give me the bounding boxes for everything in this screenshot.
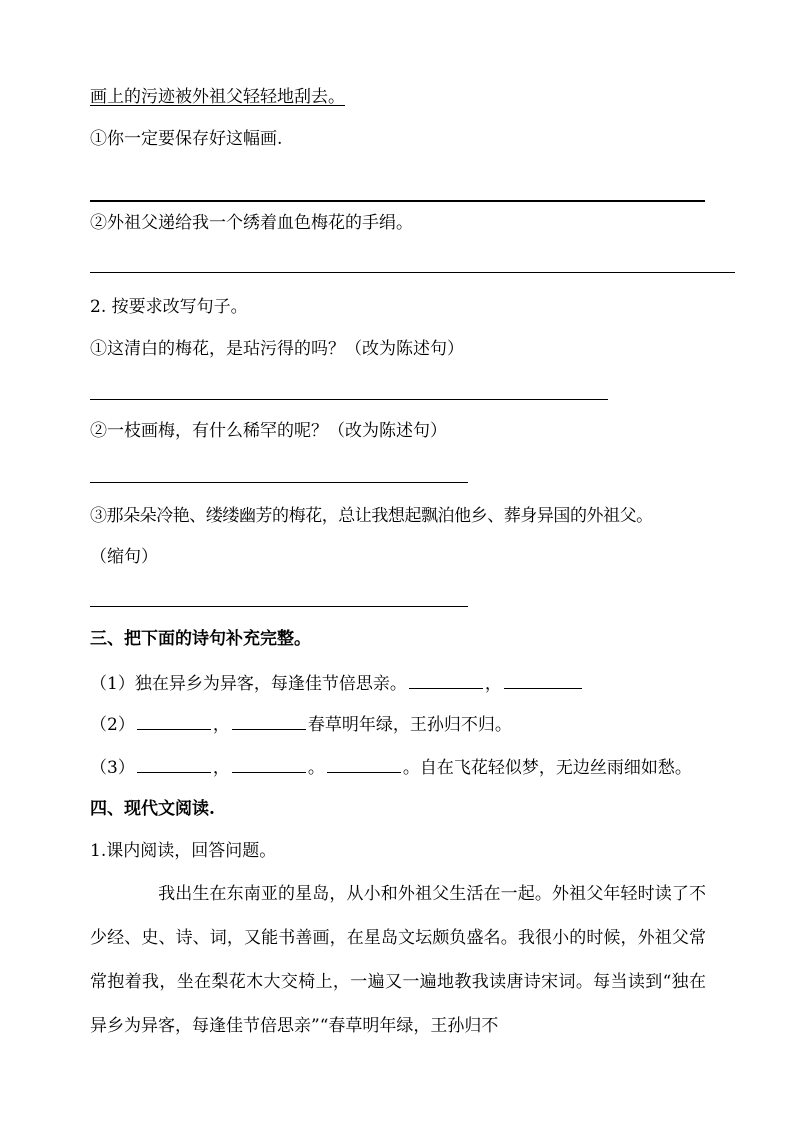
passage-text: 我出生在东南亚的星岛，从小和外祖父生活在一起。外祖父年轻时读了不少经、史、诗、词，又能书善画，在星岛文坛颇负盛名。我很小的时候，外祖父常常抱着我，坐在梨花木大交椅上，一遍又一遍地教我读唐诗宋词。每当读到“独在异乡为异客，每逢佳节倍思亲”“春草明年绿，王孙归不 — [90, 884, 706, 1036]
fill-blank[interactable] — [409, 672, 483, 689]
fill-blank[interactable] — [327, 756, 401, 773]
poem-text: （2） — [90, 715, 135, 735]
fill-blank[interactable] — [137, 756, 211, 773]
poem-punct: ， — [212, 715, 230, 735]
fill-blank[interactable] — [232, 713, 306, 730]
poem-punct: 。 — [307, 758, 325, 778]
poem-text: 。自在飞花轻似梦，无边丝雨细如愁。 — [402, 758, 692, 778]
reading-question-1: 1.课内阅读，回答问题。 — [90, 841, 277, 861]
poem-text: 春草明年绿，王孙归不归。 — [307, 715, 512, 735]
reading-passage — [90, 872, 706, 1048]
underlined-sentence: 画上的污迹被外祖父轻轻地刮去。 — [90, 87, 345, 107]
answer-line — [90, 399, 608, 400]
question-2-title: 2. 按要求改写句子。 — [90, 297, 248, 317]
poem-line-2 — [90, 713, 512, 736]
poem-punct: ， — [212, 758, 230, 778]
fill-blank[interactable] — [232, 756, 306, 773]
poem-text: （3） — [90, 758, 135, 778]
answer-line — [90, 200, 705, 202]
answer-line — [90, 606, 468, 607]
section-3-title: 三、把下面的诗句补充完整。 — [90, 629, 311, 649]
fill-blank[interactable] — [504, 672, 582, 689]
answer-line — [90, 272, 735, 273]
rewrite-item-2: ②一枝画梅，有什么稀罕的呢？（改为陈述句） — [90, 421, 447, 441]
poem-line-1 — [90, 672, 584, 695]
question-item-2: ②外祖父递给我一个绣着血色梅花的手绢。 — [90, 213, 413, 233]
section-4-title: 四、现代文阅读. — [90, 799, 215, 819]
rewrite-item-1: ①这清白的梅花，是玷污得的吗？（改为陈述句） — [90, 339, 464, 359]
question-item-1: ①你一定要保存好这幅画. — [90, 129, 283, 149]
rewrite-item-3-instruction: （缩句） — [90, 547, 158, 567]
poem-punct: ， — [484, 674, 502, 694]
poem-text: （1）独在异乡为异客，每逢佳节倍思亲。 — [90, 674, 407, 694]
poem-line-3 — [90, 756, 692, 779]
fill-blank[interactable] — [137, 713, 211, 730]
rewrite-item-3: ③那朵朵冷艳、缕缕幽芳的梅花，总让我想起飘泊他乡、葬身异国的外祖父。 — [90, 506, 653, 526]
answer-line — [90, 482, 468, 483]
